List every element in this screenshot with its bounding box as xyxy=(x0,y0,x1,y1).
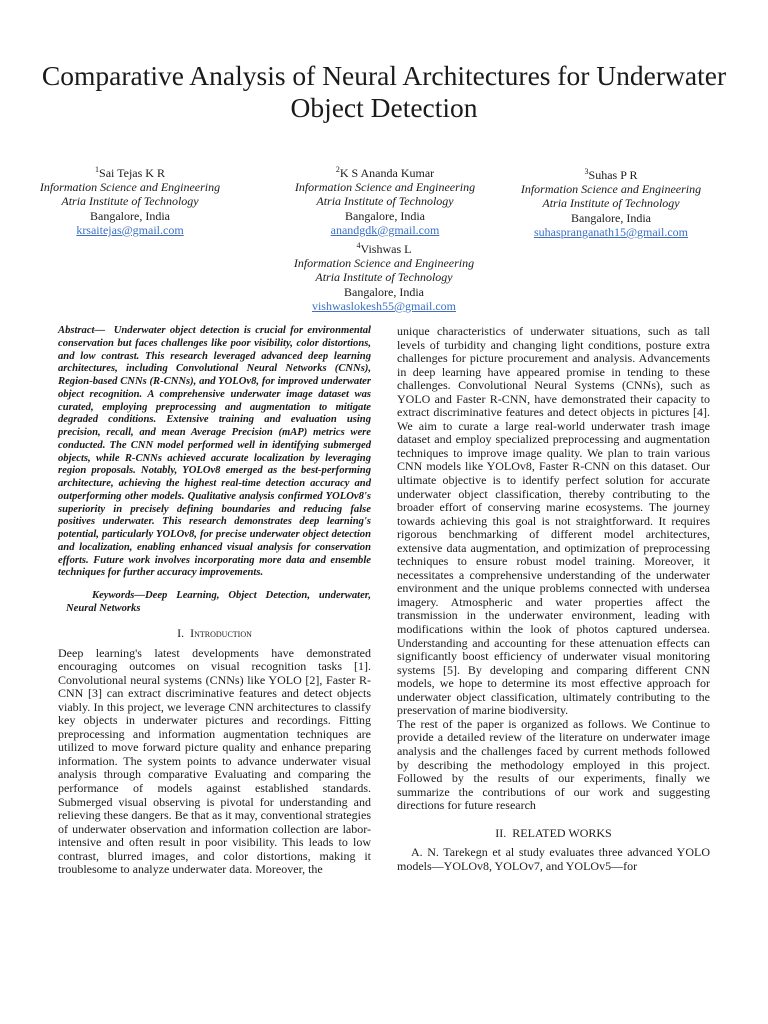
introduction-paragraph: Deep learning's latest developments have demonstrated encouraging outcomes on visual recognition tasks [1]. Convolutional neural systems (CNNs) like YOLO [2], Faster R-CNN [3] can extract discriminative features and detect objects viably. In this project, we leverage CNN architectures to classify key objects in underwater pictures and recordings. Fitting preprocessing and information augmentation techniques are utilized to move forward picture quality and enhance preparing information. The system points to advance underwater visual analysis through comparative Evaluating and comparing the performance of models against established standards. Submerged visual observing is pivotal for understanding and relieving these dangers. Be that as it may, conventional strategies of underwater observation and information collection are labor-intensive and often result in poor visibility. This leads to low contrast, blurred images, and color distortions, making it troublesome to analyze underwater data. Moreover, the xyxy=(58,645,371,877)
author-location: Bangalore, India xyxy=(571,210,651,225)
author-email-link[interactable]: anandgdk@gmail.com xyxy=(330,222,440,237)
author-email-link[interactable]: vishwaslokesh55@gmail.com xyxy=(311,298,457,313)
author-name: $^4$Vishwas L xyxy=(356,241,412,256)
author-institution: Atria Institute of Technology xyxy=(542,196,680,211)
author-location: Bangalore, India xyxy=(344,284,424,299)
abstract: Abstract— Underwater object detection is crucial for environmental conservation but faces challenges like poor visibility, color distortions, and low contrast. This research leveraged advanced deep learning architectures, including Convolutional Neural Networks (CNNs), Region-based CNNs (R-CNNs), and YOLOv8, for improved underwater object recognition. A comprehensive underwater image dataset was curated, employing preprocessing and augmentation to mitigate degraded conditions. Extensive training and evaluation using precision, recall, and mean Average Precision (mAP) metrics were conducted. The CNN model performed well in identifying submerged objects, while R-CNNs achieved accurate localization by leveraging region proposals. Notably, YOLOv8 emerged as the best-performing architecture, achieving the highest real-time detection accuracy and outperforming other models. Qualitative analysis confirmed YOLOv8's superiority in precisely defining boundaries and reducing false positives underwater. This research demonstrates deep learning's potential, particularly YOLOv8, for precise underwater object detection and localization, enabling enhanced visual analysis for conservation efforts. Future work involves incorporating more data and ensemble techniques for further accuracy improvements. xyxy=(58,325,371,579)
author-email-link[interactable]: suhaspranganath15@gmail.com xyxy=(533,224,688,239)
author-block-2 xyxy=(270,163,500,237)
left-column xyxy=(58,325,371,877)
paper-title: Comparative Analysis of Neural Architectures for Underwater Object Detection xyxy=(41,60,727,123)
author-institution: Atria Institute of Technology xyxy=(61,194,199,209)
author-department: Information Science and Engineering xyxy=(294,180,476,195)
related-works-paragraph: A. N. Tarekegn et al study evaluates three advanced YOLO models—YOLOv8, YOLOv7, and YOLOv5—for xyxy=(397,845,710,873)
section-heading-introduction: I. Introduction xyxy=(177,626,252,640)
author-block-3 xyxy=(496,165,726,239)
author-institution: Atria Institute of Technology xyxy=(315,270,453,285)
author-department: Information Science and Engineering xyxy=(39,180,221,195)
organization-paragraph: The rest of the paper is organized as follows. We Continue to provide a detailed review of the literature on underwater image analysis and the challenges faced by current methods followed by describing the methodology employed in this project. Followed by the results of our experiments, finally we summarize the contributions of our work and suggesting directions for future research xyxy=(397,716,710,813)
author-block-1 xyxy=(15,163,245,237)
author-institution: Atria Institute of Technology xyxy=(316,194,454,209)
abstract-text: Underwater object detection is crucial for environmental conservation but faces challenges like poor visibility, color distortions, and low contrast. This research leveraged advanced deep learning architectures, including Convolutional Neural Networks (CNNs), Region-based CNNs (R-CNNs), and YOLOv8, for improved underwater object recognition. A comprehensive underwater image dataset was curated, employing preprocessing and augmentation to mitigate degraded conditions. Extensive training and evaluation using precision, recall, and mean Average Precision (mAP) metrics were conducted. The CNN model performed well in identifying submerged objects, while R-CNNs achieved accurate localization by leveraging region proposals. Notably, YOLOv8 emerged as the best-performing architecture, achieving the highest real-time detection accuracy and outperforming other models. Qualitative analysis confirmed YOLOv8's superiority in precisely defining boundaries and reducing false positives underwater. This research demonstrates deep learning's potential, particularly YOLOv8, for precise underwater object detection and localization, enabling enhanced visual analysis for conservation efforts. Future work involves incorporating more data and ensemble techniques for further accuracy improvements. xyxy=(58,325,371,579)
author-name: $^1$Sai Tejas K R xyxy=(95,165,165,180)
author-name: $^3$Suhas P R xyxy=(584,167,638,182)
author-department: Information Science and Engineering xyxy=(293,256,475,271)
author-email-link[interactable]: krsaitejas@gmail.com xyxy=(76,222,184,237)
author-department: Information Science and Engineering xyxy=(520,182,702,197)
author-location: Bangalore, India xyxy=(345,208,425,223)
right-column xyxy=(397,325,710,873)
author-location: Bangalore, India xyxy=(90,208,170,223)
abstract-label: Abstract xyxy=(58,325,95,336)
author-block-4 xyxy=(269,239,499,313)
keywords: Keywords—Deep Learning, Object Detection, underwater, Neural Networks xyxy=(66,590,371,614)
introduction-paragraph-continued: unique characteristics of underwater situations, such as tall levels of turbidity and changing light conditions, posture extra challenges for picture procurement and analysis. Advancements in deep learning have appeared promise in tending to these challenges. Convolutional Neural Systems (CNNs), such as YOLO and Faster R-CNN, have demonstrated their capacity to extract discriminative features and detect objects in pictures [4]. We aim to curate a large real-world underwater trash image dataset and employ specialized preprocessing and augmentation techniques to improve image quality. We plan to train various CNN models like YOLOv8, Faster R-CNN on this dataset. Our ultimate objective is to identify perfect solution for accurate underwater object classification, thereby contributing to the broader effort of conserving marine ecosystems. The journey towards achieving this goal is not straightforward. It requires rigorous benchmarking of different model architectures, extensive data augmentation, and optimization of preprocessing techniques to ensure robust model training. Moreover, it necessitates a comprehensive understanding of the underwater environment and the unique problems connected with undersea imagery. Atmospheric and water properties affect the transmission in the underwater environment, leading with modifications within the look of photos captured undersea. Understanding and accounting for these attenuation effects can significantly boost efficiency of underwater visual monitoring systems [5]. By developing and comparing different CNN models, we hope to determine its most effective approach for underwater object classification, ultimately contributing to the preservation of marine biodiversity. xyxy=(397,324,710,718)
section-heading-related-works: II. RELATED WORKS xyxy=(495,825,612,840)
author-name: $^2$K S Ananda Kumar xyxy=(335,165,435,180)
